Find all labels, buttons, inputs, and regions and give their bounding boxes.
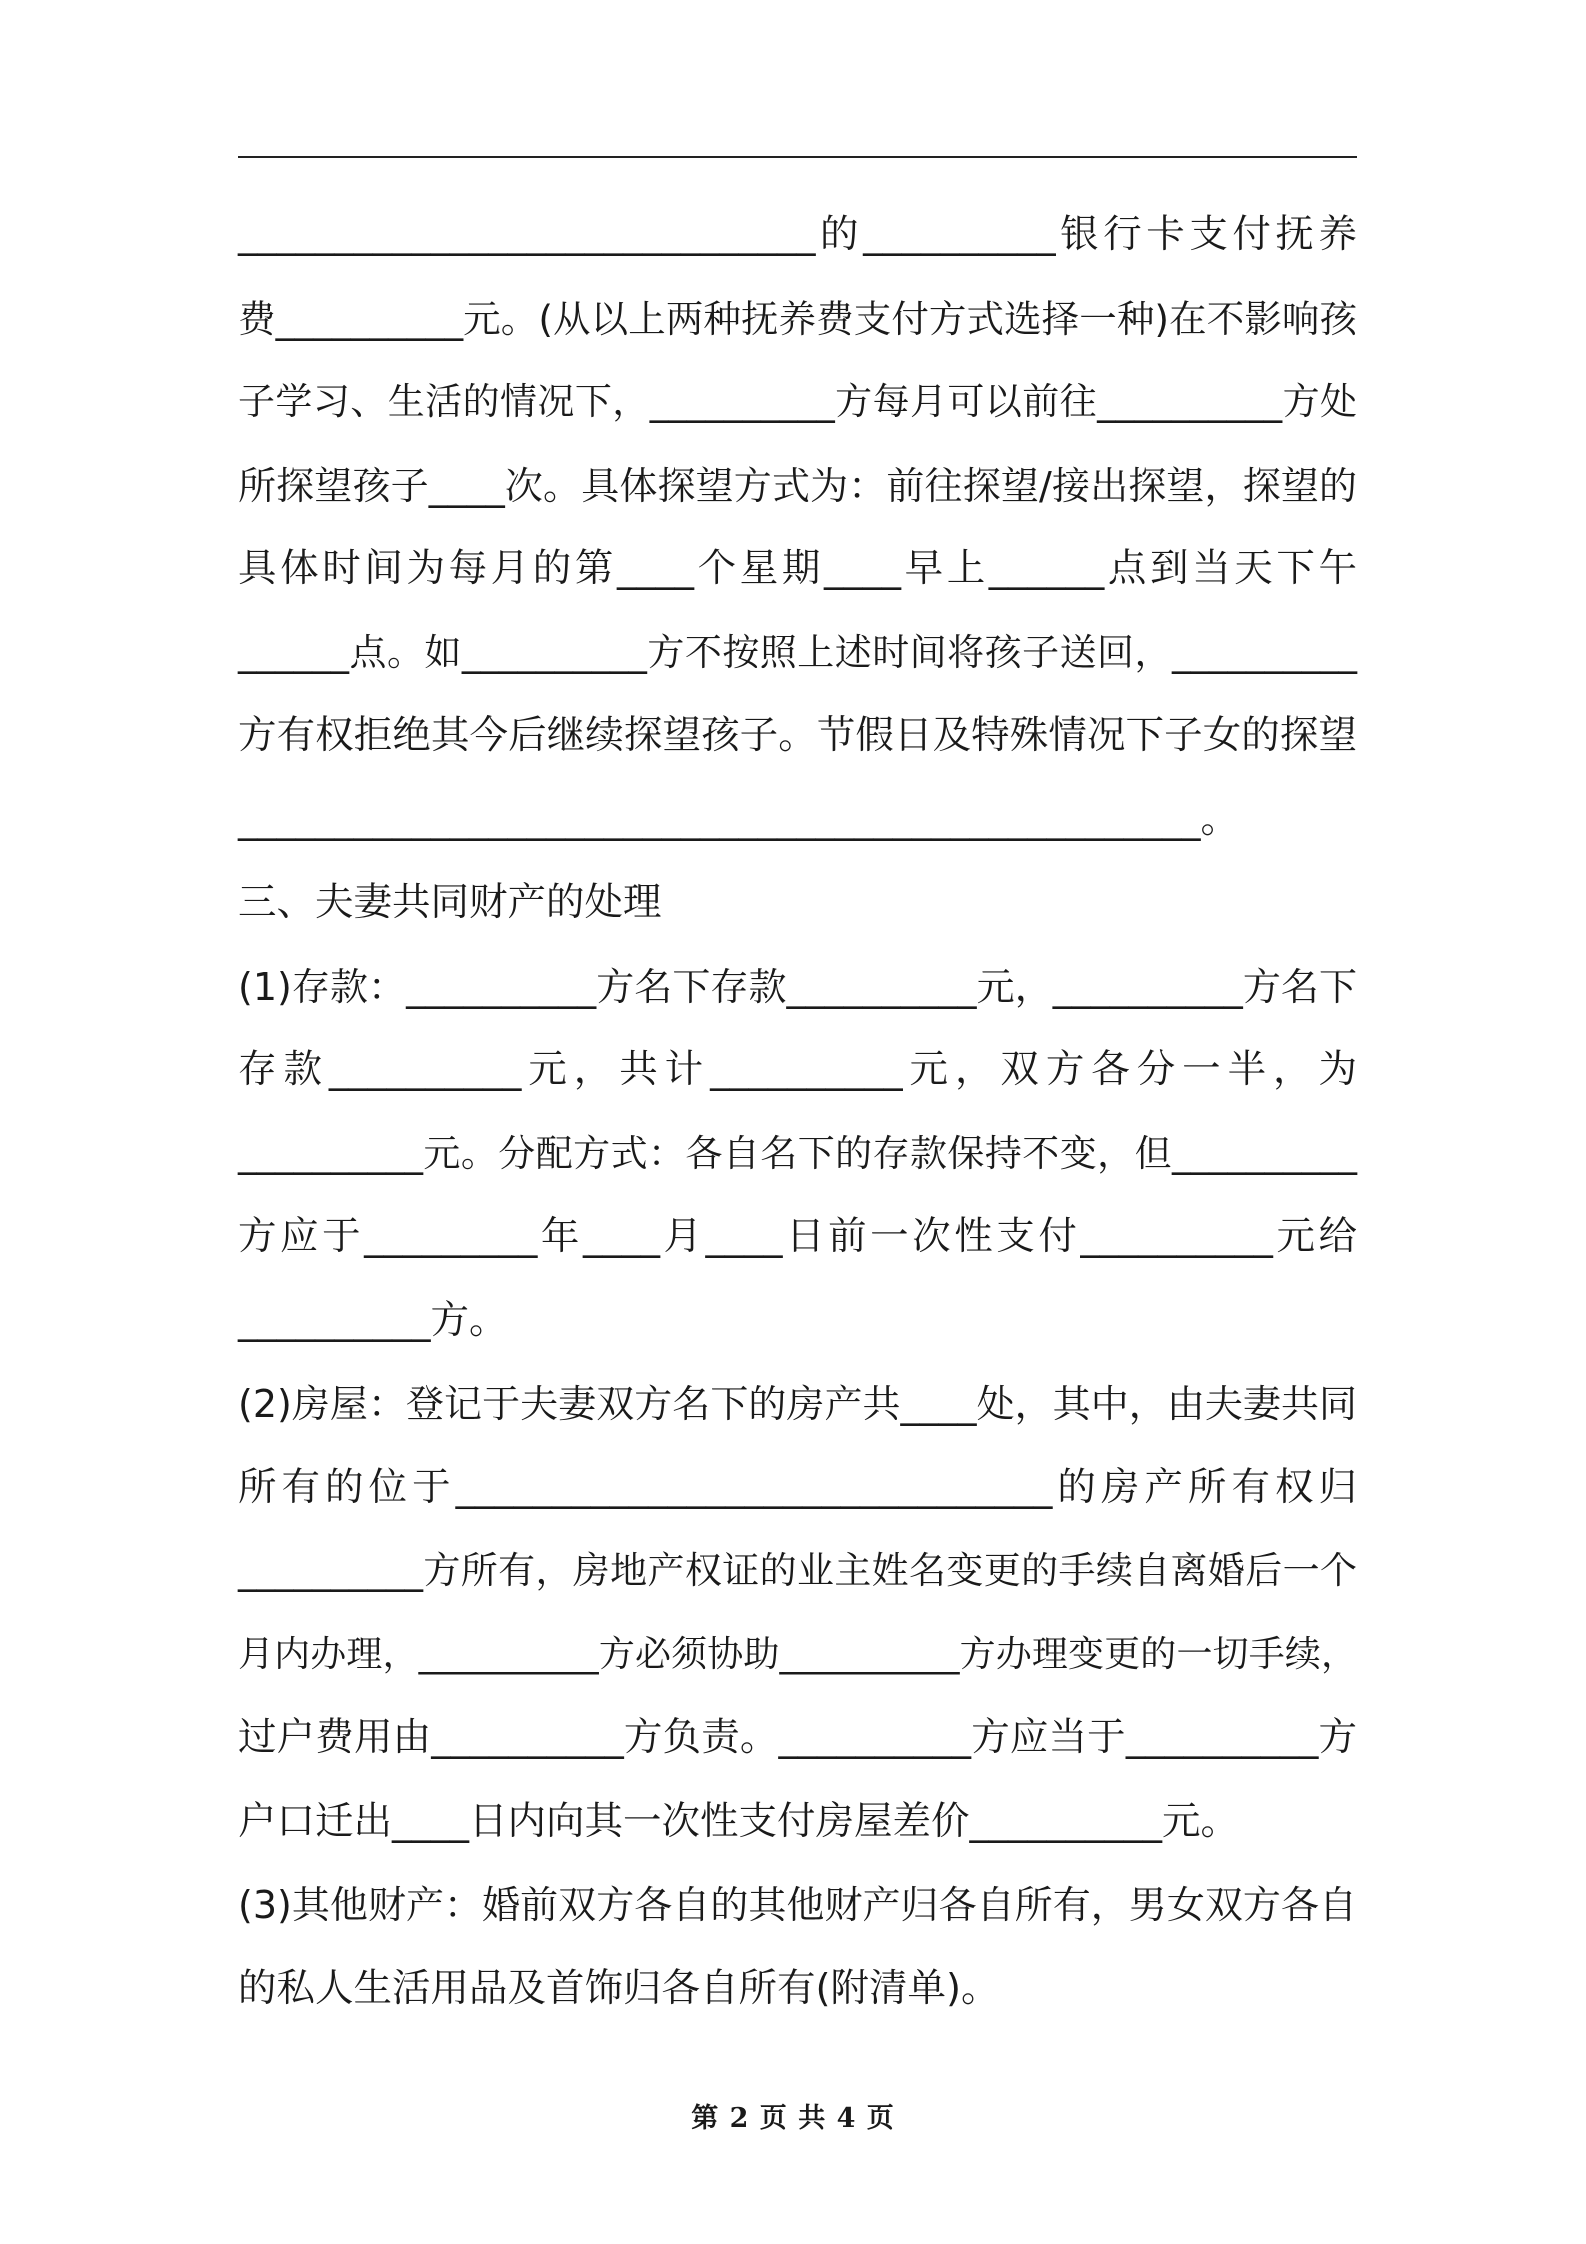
section-heading: 三、夫妻共同财产的处理 bbox=[238, 880, 662, 925]
text-line: 的私人生活用品及首饰归各自所有(附清单)。 bbox=[238, 1966, 1000, 2011]
header-rule bbox=[238, 156, 1357, 158]
text-line: __________方。 bbox=[238, 1298, 508, 1343]
text-line: 子学习、生活的情况下，__________方每月可以前往__________方处 bbox=[238, 380, 1357, 423]
text-line: ______点。如__________方不按照上述时间将孩子送回，__________ bbox=[238, 631, 1357, 674]
text-line: (3)其他财产：婚前双方各自的其他财产归各自所有，男女双方各自 bbox=[238, 1883, 1357, 1927]
text-line: 方应于_________年____月____日前一次性支付__________元给 bbox=[238, 1214, 1357, 1259]
text-line: __________________________________________________。 bbox=[238, 797, 1240, 842]
text-line: 户口迁出____日内向其一次性支付房屋差价__________元。 bbox=[238, 1799, 1240, 1844]
text-line: (2)房屋：登记于夫妻双方名下的房产共____处，其中，由夫妻共同 bbox=[238, 1382, 1357, 1426]
text-line: 所有的位于_______________________________的房产所有权归 bbox=[238, 1465, 1357, 1510]
text-line: __________元。分配方式：各自名下的存款保持不变，但__________ bbox=[238, 1132, 1357, 1175]
text-line: 过户费用由__________方负责。__________方应当于__________方 bbox=[238, 1715, 1357, 1760]
text-line: 具体时间为每月的第____个星期____早上______点到当天下午 bbox=[238, 546, 1357, 591]
text-line: 费__________元。(从以上两种抚养费支付方式选择一种)在不影响孩 bbox=[238, 297, 1357, 341]
text-line: 月内办理，__________方必须协助__________方办理变更的一切手续， bbox=[238, 1634, 1357, 1675]
text-line: 方有权拒绝其今后继续探望孩子。节假日及特殊情况下子女的探望 bbox=[238, 713, 1357, 758]
text-line: ______________________________的__________银行卡支付抚养 bbox=[238, 212, 1357, 257]
text-line: __________方所有，房地产权证的业主姓名变更的手续自离婚后一个 bbox=[238, 1549, 1357, 1592]
text-line: 存款__________元，共计__________元，双方各分一半，为 bbox=[238, 1047, 1357, 1092]
page-number: 第 2 页 共 4 页 bbox=[691, 2103, 895, 2134]
text-line: 所探望孩子____次。具体探望方式为：前往探望/接出探望，探望的 bbox=[238, 464, 1357, 508]
text-line: (1)存款：__________方名下存款__________元，__________方名下 bbox=[238, 965, 1357, 1009]
